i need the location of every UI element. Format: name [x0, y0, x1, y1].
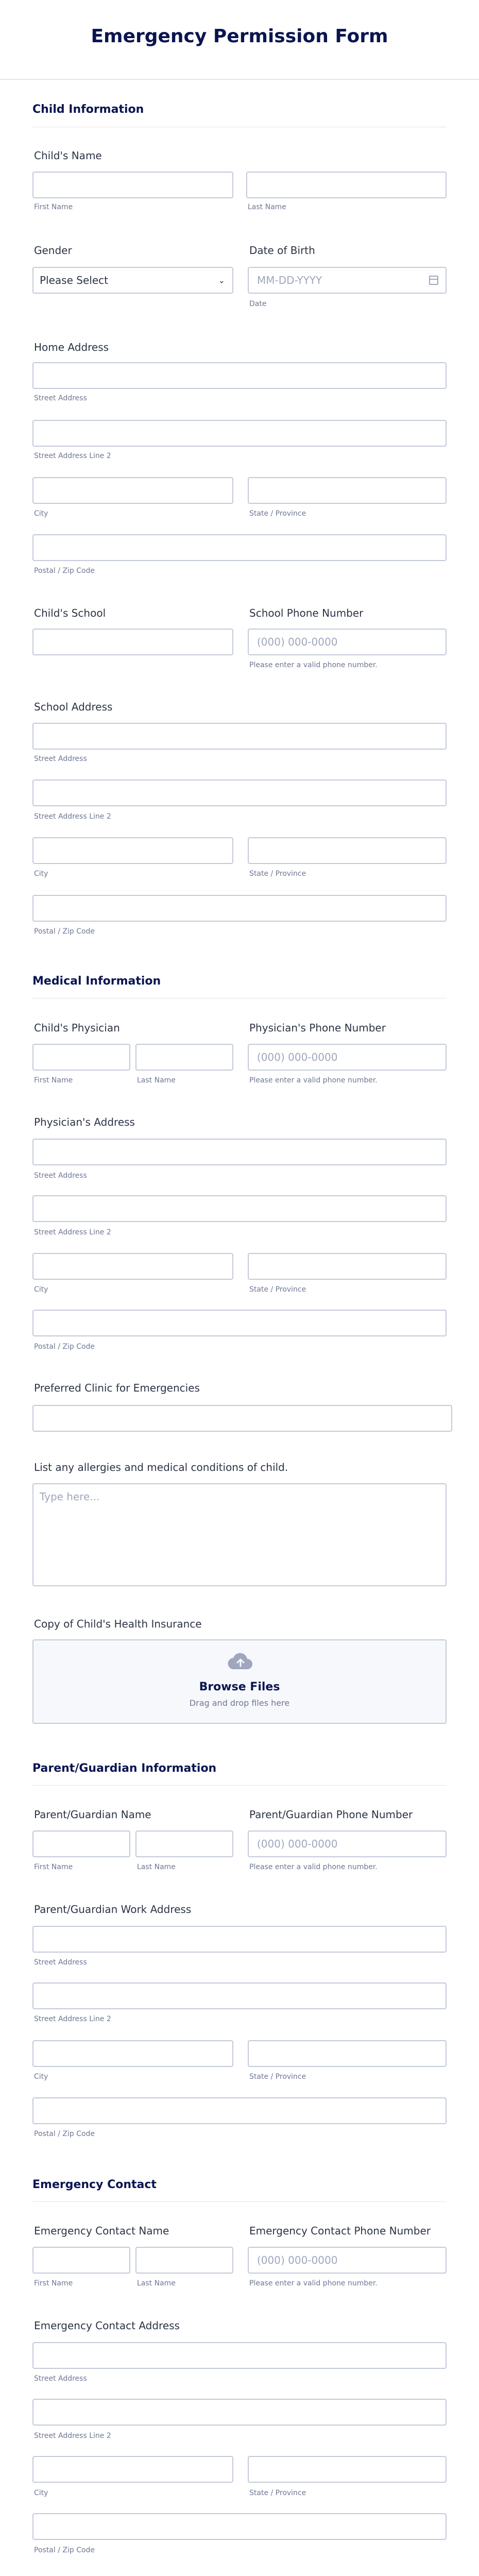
physician-last-name-input[interactable]	[135, 1044, 233, 1071]
last-name-sublabel: Last Name	[137, 2279, 176, 2287]
last-name-sublabel: Last Name	[137, 1076, 176, 1084]
school-address-label: School Address	[34, 701, 113, 713]
street2-sublabel: Street Address Line 2	[34, 452, 111, 460]
work-street2-input[interactable]	[32, 1982, 447, 2009]
school-state-input[interactable]	[248, 837, 447, 864]
parent-phone-placeholder: (000) 000-0000	[257, 1838, 338, 1850]
section-heading-child: Child Information	[32, 103, 144, 116]
dob-sublabel: Date	[249, 300, 267, 308]
physician-state-input[interactable]	[248, 1253, 447, 1280]
gender-label: Gender	[34, 244, 72, 257]
city-sublabel: City	[34, 510, 48, 518]
home-street-input[interactable]	[32, 362, 447, 389]
emergency-phone-placeholder: (000) 000-0000	[257, 2254, 338, 2266]
street2-sublabel: Street Address Line 2	[34, 1228, 111, 1236]
school-phone-label: School Phone Number	[249, 607, 364, 619]
emergency-phone-label: Emergency Contact Phone Number	[249, 2225, 431, 2237]
section-divider	[32, 1785, 447, 1786]
allergies-placeholder: Type here...	[40, 1490, 100, 1503]
parent-work-address-label: Parent/Guardian Work Address	[34, 1903, 192, 1916]
physician-street-input[interactable]	[32, 1139, 447, 1165]
emergency-last-name-input[interactable]	[135, 2247, 233, 2274]
insurance-label: Copy of Child's Health Insurance	[34, 1618, 202, 1630]
dob-placeholder: MM-DD-YYYY	[257, 274, 322, 286]
school-city-input[interactable]	[32, 837, 233, 864]
city-sublabel: City	[34, 1285, 48, 1294]
dob-input[interactable]	[248, 267, 447, 294]
chevron-down-icon: ⌄	[218, 275, 225, 285]
clinic-label: Preferred Clinic for Emergencies	[34, 1382, 200, 1394]
street2-sublabel: Street Address Line 2	[34, 2432, 111, 2440]
school-phone-input[interactable]	[248, 629, 447, 655]
parent-phone-label: Parent/Guardian Phone Number	[249, 1808, 413, 1821]
physician-postal-input[interactable]	[32, 1310, 447, 1336]
section-heading-emergency: Emergency Contact	[32, 2178, 157, 2191]
street-sublabel: Street Address	[34, 1172, 87, 1180]
emergency-postal-input[interactable]	[32, 2513, 447, 2540]
parent-name-label: Parent/Guardian Name	[34, 1808, 151, 1821]
clinic-input[interactable]	[32, 1405, 452, 1432]
calendar-icon[interactable]	[429, 276, 438, 285]
school-label: Child's School	[34, 607, 106, 619]
parent-first-name-input[interactable]	[32, 1831, 130, 1857]
section-heading-parent: Parent/Guardian Information	[32, 1762, 217, 1775]
physician-address-label: Physician's Address	[34, 1116, 135, 1128]
street-sublabel: Street Address	[34, 2375, 87, 2383]
drag-drop-hint: Drag and drop files here	[189, 1698, 290, 1708]
state-sublabel: State / Province	[249, 510, 306, 518]
school-phone-placeholder: (000) 000-0000	[257, 636, 338, 648]
dob-label: Date of Birth	[249, 244, 315, 257]
state-sublabel: State / Province	[249, 1285, 306, 1294]
street2-sublabel: Street Address Line 2	[34, 812, 111, 821]
physician-first-name-input[interactable]	[32, 1044, 130, 1071]
parent-last-name-input[interactable]	[135, 1831, 233, 1857]
state-sublabel: State / Province	[249, 2489, 306, 2497]
emergency-street2-input[interactable]	[32, 2399, 447, 2426]
physician-label: Child's Physician	[34, 1022, 120, 1034]
emergency-first-name-input[interactable]	[32, 2247, 130, 2274]
physician-phone-input[interactable]	[248, 1044, 447, 1071]
emergency-street-input[interactable]	[32, 2342, 447, 2369]
phone-hint: Please enter a valid phone number.	[249, 1076, 378, 1084]
home-state-input[interactable]	[248, 477, 447, 504]
school-postal-input[interactable]	[32, 895, 447, 922]
postal-sublabel: Postal / Zip Code	[34, 1343, 95, 1351]
form-title: Emergency Permission Form	[91, 26, 388, 47]
school-street-input[interactable]	[32, 723, 447, 750]
physician-street2-input[interactable]	[32, 1195, 447, 1222]
postal-sublabel: Postal / Zip Code	[34, 2130, 95, 2138]
section-divider	[32, 2201, 447, 2202]
header-divider	[0, 79, 479, 80]
first-name-sublabel: First Name	[34, 2279, 73, 2287]
first-name-sublabel: First Name	[34, 1076, 73, 1084]
emergency-name-label: Emergency Contact Name	[34, 2225, 169, 2237]
home-postal-input[interactable]	[32, 534, 447, 561]
state-sublabel: State / Province	[249, 870, 306, 878]
last-name-sublabel: Last Name	[137, 1863, 176, 1871]
phone-hint: Please enter a valid phone number.	[249, 661, 378, 669]
allergies-label: List any allergies and medical conditions of child.	[34, 1461, 288, 1473]
parent-phone-input[interactable]	[248, 1831, 447, 1857]
phone-hint: Please enter a valid phone number.	[249, 1863, 378, 1871]
last-name-sublabel: Last Name	[248, 203, 286, 211]
emergency-city-input[interactable]	[32, 2456, 233, 2483]
allergies-textarea[interactable]	[32, 1483, 447, 1586]
gender-select-value: Please Select	[40, 274, 108, 286]
child-name-label: Child's Name	[34, 149, 102, 162]
child-last-name-input[interactable]	[246, 172, 447, 198]
browse-files-button[interactable]: Browse Files	[199, 1681, 280, 1693]
city-sublabel: City	[34, 2489, 48, 2497]
first-name-sublabel: First Name	[34, 203, 73, 211]
work-city-input[interactable]	[32, 2040, 233, 2067]
physician-phone-placeholder: (000) 000-0000	[257, 1051, 338, 1063]
home-address-label: Home Address	[34, 341, 109, 353]
emergency-state-input[interactable]	[248, 2456, 447, 2483]
postal-sublabel: Postal / Zip Code	[34, 2546, 95, 2554]
school-input[interactable]	[32, 629, 233, 655]
emergency-phone-input[interactable]	[248, 2247, 447, 2274]
gender-select[interactable]	[32, 267, 233, 294]
physician-city-input[interactable]	[32, 1253, 233, 1280]
postal-sublabel: Postal / Zip Code	[34, 927, 95, 936]
work-state-input[interactable]	[248, 2040, 447, 2067]
street-sublabel: Street Address	[34, 755, 87, 763]
child-first-name-input[interactable]	[32, 172, 233, 198]
state-sublabel: State / Province	[249, 2073, 306, 2081]
emergency-address-label: Emergency Contact Address	[34, 2319, 180, 2332]
school-street2-input[interactable]	[32, 779, 447, 806]
street-sublabel: Street Address	[34, 1958, 87, 1967]
postal-sublabel: Postal / Zip Code	[34, 567, 95, 575]
work-postal-input[interactable]	[32, 2097, 447, 2124]
home-city-input[interactable]	[32, 477, 233, 504]
street2-sublabel: Street Address Line 2	[34, 2015, 111, 2023]
section-heading-medical: Medical Information	[32, 975, 161, 988]
city-sublabel: City	[34, 870, 48, 878]
work-street-input[interactable]	[32, 1926, 447, 1953]
physician-phone-label: Physician's Phone Number	[249, 1022, 386, 1034]
cloud-upload-icon	[228, 1652, 253, 1670]
street-sublabel: Street Address	[34, 394, 87, 402]
first-name-sublabel: First Name	[34, 1863, 73, 1871]
file-upload-dropzone[interactable]	[32, 1639, 447, 1724]
home-street2-input[interactable]	[32, 420, 447, 447]
city-sublabel: City	[34, 2073, 48, 2081]
phone-hint: Please enter a valid phone number.	[249, 2279, 378, 2287]
